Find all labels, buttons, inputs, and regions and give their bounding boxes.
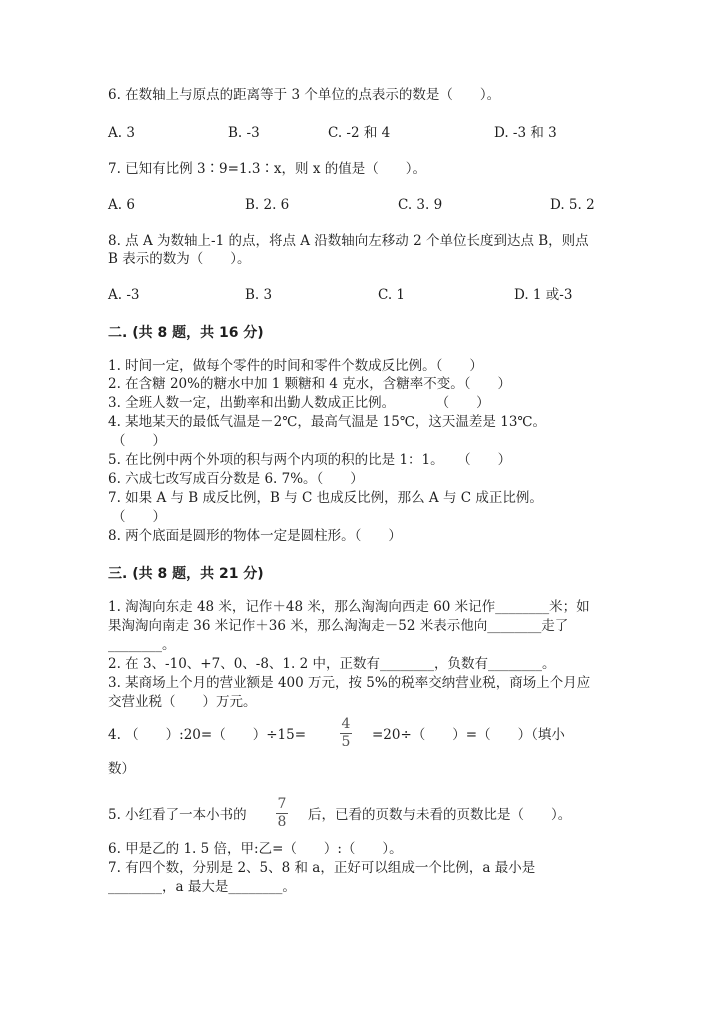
s3-q7-line1: 7. 有四个数，分别是 2、5、8 和 a，正好可以组成一个比例，a 最小是 — [108, 860, 536, 876]
question-8-text-line2: B 表示的数为（ ）。 — [108, 251, 251, 267]
s3-q5-before: 5. 小红看了一本小书的 — [108, 807, 247, 823]
s2-item-6: 6. 六成七改写成百分数是 6. 7%。（ ） — [108, 471, 364, 487]
s2-item-7-answer: （ ） — [112, 509, 166, 525]
section-2-heading: 二. (共 8 题，共 16 分) — [108, 325, 264, 341]
s2-item-7: 7. 如果 A 与 B 成反比例，B 与 C 也成反比例，那么 A 与 C 成正比例。 — [108, 490, 543, 506]
q8-option-a[interactable]: A. -3 — [108, 287, 140, 303]
s3-q5-after: 后，已看的页数与未看的页数比是（ ）。 — [308, 807, 572, 823]
q6-option-a[interactable]: A. 3 — [108, 125, 135, 141]
q7-option-b[interactable]: B. 2. 6 — [245, 197, 290, 213]
s3-q4-fraction — [338, 717, 354, 750]
s3-q3-line1: 3. 某商场上个月的营业额是 400 万元，按 5%的税率交纳营业税，商场上个月应 — [108, 675, 591, 691]
s2-item-2: 2. 在含糖 20%的糖水中加 1 颗糖和 4 克水，含糖率不变。（ ） — [108, 376, 512, 392]
q7-option-d[interactable]: D. 5. 2 — [550, 197, 595, 213]
section-3-heading: 三. (共 8 题，共 21 分) — [108, 566, 264, 582]
q6-option-b[interactable]: B. -3 — [228, 125, 260, 141]
s3-q1-line3: ________。 — [108, 637, 176, 653]
q7-option-a[interactable]: A. 6 — [108, 197, 135, 213]
s3-q4-after: =20÷（ ）=（ ）（填小 — [372, 727, 565, 743]
s3-q4-frac-denominator: 5 — [341, 734, 351, 750]
s3-q7-line2: ________，a 最大是________。 — [108, 879, 296, 895]
s2-item-1: 1. 时间一定，做每个零件的时间和零件个数成反比例。（ ） — [108, 358, 483, 374]
s3-q1-line1: 1. 淘淘向东走 48 米，记作＋48 米，那么淘淘向西走 60 米记作________米；如 — [108, 599, 590, 615]
s2-item-5: 5. 在比例中两个外项的积与两个内项的积的比是 1：1。 （ ） — [108, 452, 512, 468]
s3-q5-frac-numerator: 7 — [277, 796, 287, 812]
s3-q4-frac-numerator: 4 — [341, 716, 351, 732]
s3-q2: 2. 在 3、-10、+7、0、-8、1. 2 中，正数有________，负数有________。 — [108, 656, 556, 672]
q6-option-d[interactable]: D. -3 和 3 — [494, 125, 557, 141]
s2-item-8: 8. 两个底面是圆形的物体一定是圆柱形。（ ） — [108, 528, 402, 544]
s3-q5-frac-denominator: 8 — [277, 814, 287, 830]
s2-item-4-answer: （ ） — [112, 433, 166, 449]
question-8-text-line1: 8. 点 A 为数轴上-1 的点，将点 A 沿数轴向左移动 2 个单位长度到达点 B，则点 — [108, 233, 589, 249]
q7-option-c[interactable]: C. 3. 9 — [398, 197, 443, 213]
s2-item-4: 4. 某地某天的最低气温是－2℃，最高气温是 15℃，这天温差是 13℃。 — [108, 414, 547, 430]
s3-q6: 6. 甲是乙的 1. 5 倍，甲:乙=（ ）:（ ）。 — [108, 841, 403, 857]
s3-q5-fraction — [274, 797, 290, 830]
s3-q4-line2: 数） — [108, 761, 135, 777]
s3-q4-before: 4. （ ）:20=（ ）÷15= — [108, 727, 307, 743]
s3-q3-line2: 交营业税（ ）万元。 — [108, 694, 257, 710]
s3-q1-line2: 果淘淘向南走 36 米记作＋36 米，那么淘淘走－52 米表示他向________走了 — [108, 618, 569, 634]
question-7-text: 7. 已知有比例 3∶9=1.3∶x，则 x 的值是（ ）。 — [108, 161, 426, 177]
question-6-text: 6. 在数轴上与原点的距离等于 3 个单位的点表示的数是（ ）。 — [108, 87, 501, 103]
q8-option-c[interactable]: C. 1 — [378, 287, 406, 303]
s2-item-3: 3. 全班人数一定，出勤率和出勤人数成正比例。 （ ） — [108, 395, 490, 411]
q8-option-b[interactable]: B. 3 — [245, 287, 273, 303]
q8-option-d[interactable]: D. 1 或-3 — [514, 287, 573, 303]
q6-option-c[interactable]: C. -2 和 4 — [328, 125, 391, 141]
